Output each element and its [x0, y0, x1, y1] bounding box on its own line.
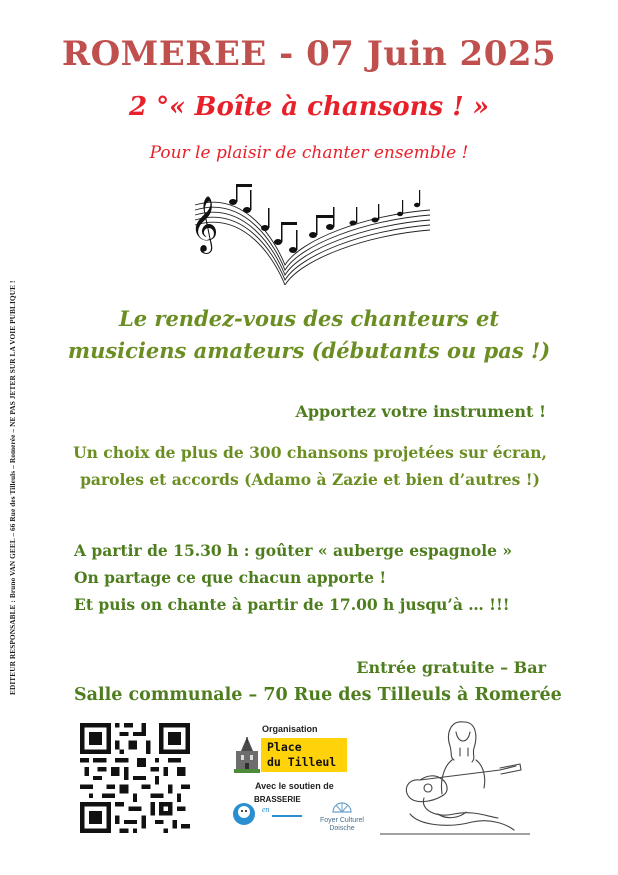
programme-line-1: A partir de 15.30 h : goûter « auberge espagnole » — [74, 541, 513, 560]
foyer-culturel-logo — [312, 798, 372, 838]
svg-text:𝄞: 𝄞 — [190, 196, 219, 252]
choix-line-2: paroles et accords (Adamo à Zazie et bien d’autres !) — [80, 470, 540, 489]
music-notes-icon — [185, 180, 435, 285]
rendezvous-line-2: musiciens amateurs (débutants ou pas !) — [67, 338, 551, 363]
instrument-text: Apportez votre instrument ! — [295, 402, 546, 421]
programme-text — [74, 537, 512, 618]
rendezvous-line-1: Le rendez-vous des chanteurs et — [118, 306, 500, 331]
choix-text — [60, 439, 560, 493]
place-line-1: Place — [267, 740, 302, 754]
rendezvous-text — [0, 303, 618, 367]
programme-line-3: Et puis on chante à partir de 17.00 h jusqu’à … !!! — [74, 595, 510, 614]
guitar-player-icon — [380, 714, 530, 836]
foyer-shell-icon — [331, 799, 353, 813]
brasserie-line-2: en — [262, 805, 270, 814]
page-title: ROMEREE - 07 Juin 2025 — [61, 34, 557, 74]
place-du-tilleul-logo — [261, 738, 347, 772]
event-subtitle: 2 °« Boîte à chansons ! » — [129, 92, 489, 122]
place-line-2: du Tilleul — [267, 755, 337, 769]
tagline: Pour le plaisir de chanter ensemble ! — [149, 143, 469, 163]
entree-text: Entrée gratuite – Bar — [356, 658, 546, 677]
editor-responsable-note: EDITEUR RESPONSABLE : Bruno VAN GEEL – 66 Rue des Tilleuls – Romerée – NE PAS JETER SUR LA VOIE PUBLIQUE ! — [8, 280, 17, 695]
qr-code-icon — [80, 723, 190, 833]
church-icon — [234, 737, 260, 773]
foyer-line-1: Foyer Culturel — [320, 817, 364, 824]
foyer-line-2: Doische — [329, 825, 355, 832]
brasserie-mascot-icon — [232, 801, 256, 827]
brasserie-swoosh — [272, 807, 302, 817]
soutien-label: Avec le soutien de — [255, 781, 334, 791]
choix-line-1: Un choix de plus de 300 chansons projetées sur écran, — [73, 443, 547, 462]
programme-line-2: On partage ce que chacun apporte ! — [74, 568, 387, 587]
brasserie-logo — [232, 795, 304, 829]
organisation-label: Organisation — [262, 724, 318, 734]
brasserie-line-1: BRASSERIE — [254, 795, 301, 804]
salle-address: Salle communale – 70 Rue des Tilleuls à Romerée — [74, 685, 562, 705]
